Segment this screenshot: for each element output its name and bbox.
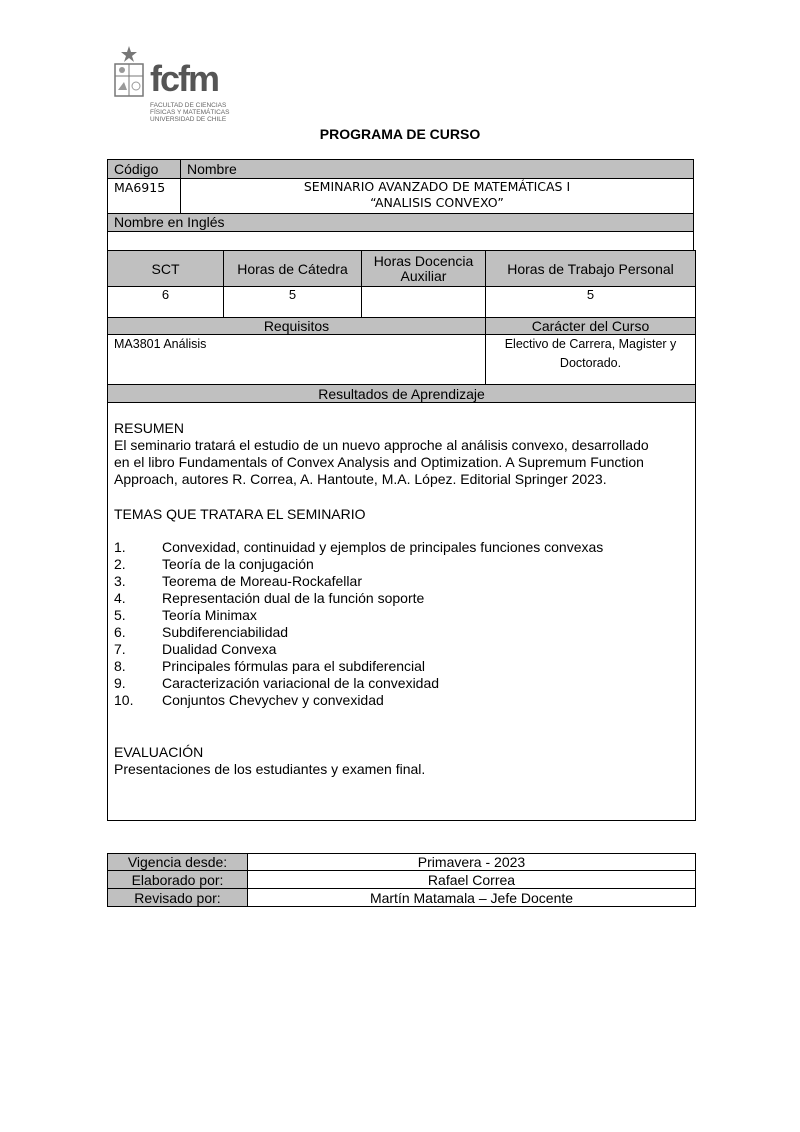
tema-text: Teorema de Moreau-Rockafellar: [162, 573, 362, 589]
tema-text: Subdiferenciabilidad: [162, 624, 289, 640]
logo-brand: fcfm: [150, 58, 219, 99]
requisitos-value-cell: [107, 334, 486, 385]
tema-item: [114, 607, 674, 624]
tema-number: 10.: [114, 692, 134, 708]
tema-text: Principales fórmulas para el subdiferencial: [162, 658, 426, 674]
resumen-line: Approach, autores R. Correa, A. Hantoute, M.A. López. Editorial Springer 2023.: [114, 471, 607, 487]
tema-item: [114, 641, 674, 658]
vigencia-label-cell: Vigencia desde:: [107, 853, 248, 871]
tema-item: [114, 539, 674, 556]
codigo-value-cell: MA6915: [107, 178, 181, 214]
sct-value-cell: 6: [107, 286, 224, 318]
personal-value-cell: 5: [485, 286, 696, 318]
vigencia-value-cell: Primavera - 2023: [247, 853, 696, 871]
resultados-label-cell: Resultados de Aprendizaje: [107, 384, 696, 403]
tema-text: Dualidad Convexa: [162, 641, 277, 657]
tema-text: Representación dual de la función soporte: [162, 590, 425, 606]
tema-number: 1.: [114, 539, 126, 555]
temas-heading: TEMAS QUE TRATARA EL SEMINARIO: [114, 506, 366, 522]
tema-number: 2.: [114, 556, 126, 572]
tema-item: [114, 692, 674, 709]
evaluacion-heading: EVALUACIÓN: [114, 744, 204, 760]
fcfm-logo: [112, 46, 242, 136]
tema-number: 4.: [114, 590, 126, 606]
evaluacion-section: [114, 744, 425, 778]
nombre-label-cell: Nombre: [180, 159, 694, 179]
sct-label-cell: SCT: [107, 250, 224, 287]
tema-text: Conjuntos Chevychev y convexidad: [162, 692, 384, 708]
revisado-value-cell: Martín Matamala – Jefe Docente: [247, 888, 696, 907]
tema-number: 5.: [114, 607, 126, 623]
tema-item: [114, 658, 674, 675]
auxiliar-label-cell: Horas Docencia Auxiliar: [361, 250, 486, 287]
tema-text: Teoría de la conjugación: [162, 556, 314, 572]
tema-item: [114, 556, 674, 573]
requisito-value: MA3801 Análisis: [114, 337, 207, 351]
ingles-label-cell: Nombre en Inglés: [107, 213, 694, 232]
tema-item: [114, 573, 674, 590]
elaborado-label-cell: Elaborado por:: [107, 870, 248, 889]
tema-text: Caracterización variacional de la convexidad: [162, 675, 440, 691]
course-subtitle: “ANALISIS CONVEXO”: [370, 195, 504, 210]
evaluacion-text: Presentaciones de los estudiantes y examen final.: [114, 761, 426, 777]
elaborado-value-cell: Rafael Correa: [247, 870, 696, 889]
revisado-label-cell: Revisado por:: [107, 888, 248, 907]
resumen-line: El seminario tratará el estudio de un nuevo approche al análisis convexo, desarrollado: [114, 437, 649, 453]
tema-number: 9.: [114, 675, 126, 691]
course-name: SEMINARIO AVANZADO DE MATEMÁTICAS I: [303, 179, 571, 194]
codigo-label-cell: Código: [107, 159, 181, 179]
auxiliar-value-cell: [361, 286, 486, 318]
ingles-value-cell: [107, 231, 694, 251]
tema-number: 8.: [114, 658, 126, 674]
resumen-heading: RESUMEN: [114, 420, 185, 436]
tema-item: [114, 624, 674, 641]
logo-subtitle: FACULTAD DE CIENCIAS FÍSICAS Y MATEMÁTICAS UNIVERSIDAD DE CHILE: [150, 102, 230, 123]
catedra-value-cell: 5: [223, 286, 362, 318]
caracter-label-cell: Carácter del Curso: [485, 317, 696, 335]
tema-number: 3.: [114, 573, 126, 589]
university-crest-icon: [112, 46, 146, 102]
resumen-section: [114, 420, 694, 488]
tema-text: Convexidad, continuidad y ejemplos de principales funciones convexas: [162, 539, 604, 555]
page-title: PROGRAMA DE CURSO: [319, 126, 481, 142]
tema-text: Teoría Minimax: [162, 607, 257, 623]
requisitos-label-cell: Requisitos: [107, 317, 486, 335]
caracter-value-cell: Electivo de Carrera, Magister y Doctorado.: [485, 334, 696, 385]
tema-item: [114, 590, 674, 607]
tema-number: 6.: [114, 624, 126, 640]
resumen-line: en el libro Fundamentals of Convex Analysis and Optimization. A Supremum Function: [114, 454, 644, 470]
tema-item: [114, 675, 674, 692]
catedra-label-cell: Horas de Cátedra: [223, 250, 362, 287]
nombre-value-cell: [180, 178, 694, 214]
personal-label-cell: Horas de Trabajo Personal: [485, 250, 696, 287]
tema-number: 7.: [114, 641, 126, 657]
